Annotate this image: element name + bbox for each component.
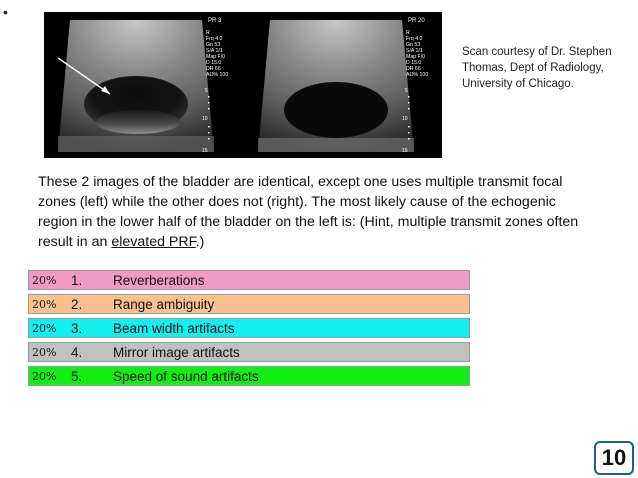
answer-percent: 20% [32,322,57,335]
question-text [38,172,598,252]
svg-text:S/A 1/1: S/A 1/1 [206,48,223,54]
svg-text:15: 15 [402,148,408,154]
svg-text:R: R [206,30,210,36]
answer-option-2[interactable] [28,294,470,314]
answer-percent: 20% [32,274,57,287]
right-bladder [284,82,388,138]
svg-text:Gn 53: Gn 53 [406,42,421,48]
answer-option-5[interactable] [28,366,470,386]
answer-percent: 20% [32,298,57,311]
left-echogenic-region [96,110,180,134]
svg-text:AO% 100: AO% 100 [206,72,229,78]
svg-text:Frq 4.0: Frq 4.0 [206,36,223,42]
svg-text:Map F/0: Map F/0 [406,54,426,60]
ultrasound-image-panel [44,12,442,158]
right-top-label: PR 20 [408,18,425,24]
svg-text:10: 10 [402,116,408,122]
answer-percent: 20% [32,370,57,383]
svg-text:DR 66: DR 66 [406,66,421,72]
left-param-list [206,30,228,78]
svg-text:15: 15 [202,148,208,154]
answer-option-3[interactable] [28,318,470,338]
svg-text:10: 10 [202,116,208,122]
svg-text:D 15.0: D 15.0 [406,60,422,66]
answer-label: Reverberations [113,273,205,288]
right-ultrasound-image [258,20,414,152]
svg-text:D 15.0: D 15.0 [206,60,222,66]
answer-number: 2. [71,297,83,312]
answer-number: 1. [71,273,83,288]
left-ultrasound-image [58,20,214,152]
right-param-list [406,30,428,78]
answer-label: Mirror image artifacts [113,345,240,360]
svg-text:DR 66: DR 66 [206,66,221,72]
slide-number-badge: 10 [594,441,634,475]
svg-text:Gn 53: Gn 53 [206,42,221,48]
answer-percent: 20% [32,346,57,359]
question-body: These 2 images of the bladder are identical, except one uses multiple transmit focal zones (left) while the other does not (right). The most likely cause of the echogenic region in the lower half of the bladder on the left is: (Hint, multiple transmit zones often result in an [38,174,579,250]
svg-text:Frq 4.0: Frq 4.0 [406,36,423,42]
answer-label: Speed of sound artifacts [113,369,259,384]
svg-text:S/A 1/1: S/A 1/1 [406,48,423,54]
answer-number: 4. [71,345,83,360]
svg-text:5: 5 [205,88,208,94]
answer-number: 5. [71,369,83,384]
image-credit: Scan courtesy of Dr. Stephen Thomas, Dept of Radiology, University of Chicago. [462,46,612,90]
left-top-label: PR 3 [208,18,222,24]
answer-label: Beam width artifacts [113,321,235,336]
answer-number: 3. [71,321,83,336]
decorative-bullet: • [3,4,8,20]
answer-option-1[interactable] [28,270,470,290]
svg-text:R: R [406,30,410,36]
question-end: .) [195,234,205,250]
svg-text:Map F/0: Map F/0 [206,54,226,60]
svg-text:AO% 100: AO% 100 [406,72,429,78]
svg-text:5: 5 [405,88,408,94]
bladder-ultrasound-images [44,12,442,158]
answer-option-4[interactable] [28,342,470,362]
elevated-prf-link[interactable]: elevated PRF [111,234,196,250]
answer-label: Range ambiguity [113,297,215,312]
